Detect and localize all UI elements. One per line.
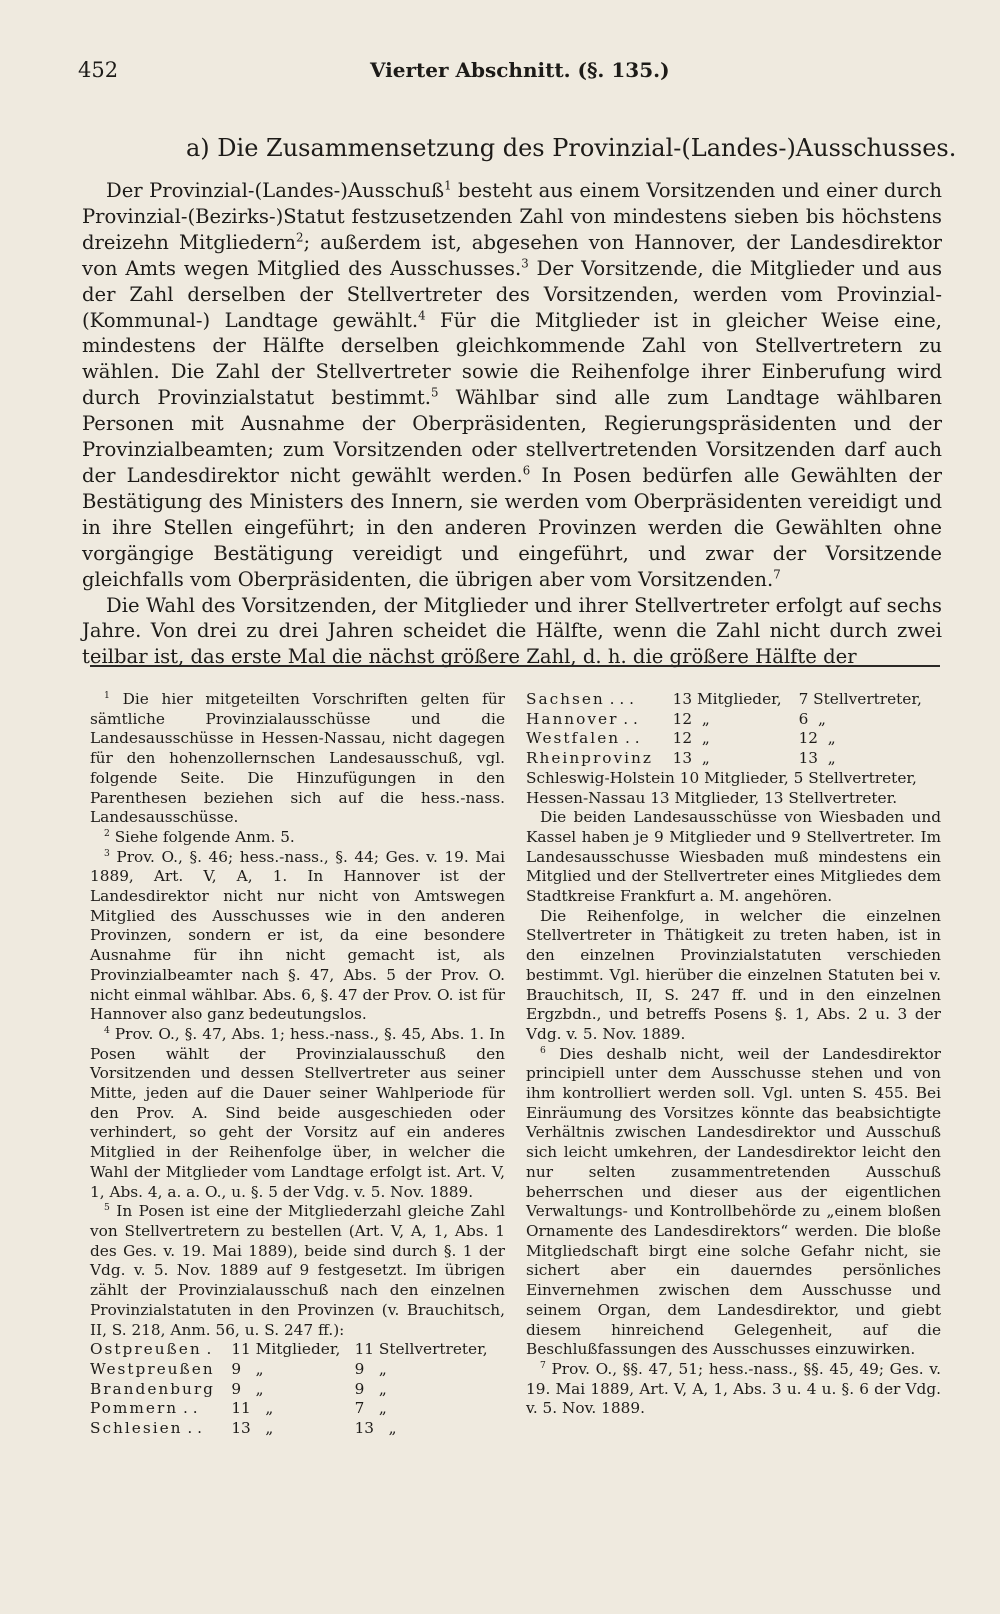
page-number: 452 [78,58,119,82]
footnote-ref[interactable]: 7 [773,567,781,582]
paragraph: Die Wahl des Vorsitzenden, der Mitglieder und ihrer Stellvertreter erfolgt auf sechs Jahre. Von drei zu drei Jahren scheidet die Hälfte, wenn die Zahl nicht durch zwei teilbar ist, das erste Mal die nächst größere Zahl, d. h. die größere Hälfte der [82,593,942,669]
table-line: Hessen-Nassau 13 Mitglieder, 13 Stellvertreter. [526,788,898,807]
footnote-ref[interactable]: 3 [521,256,529,271]
footnotes-left-column [90,690,505,1439]
table-row: Ostpreußen . 11 Mitglieder, 11 Stellvertreter, [90,1340,488,1359]
paragraph: Der Provinzial-(Landes-)Ausschuß$^1$ besteht aus einem Vorsitzenden und einer durch Provinzial-(Bezirks-)Statut festzusetzenden Zahl von mindestens sieben bis höchstens dreizehn Mitgliedern$^2$; außerdem ist, abgesehen von Hannover, der Landesdirektor von Amts wegen Mitglied des Ausschusses.$^3$ Der Vorsitzende, die Mitglieder und aus der Zahl derselben der Stellvertreter des Vorsitzenden, werden vom Provinzial-(Kommunal-) Landtage gewählt.$^4$ Für die Mitglieder ist in gleicher Weise eine, mindestens der Hälfte derselben gleichkommende Zahl von Stellvertretern zu wählen. Die Zahl der Stellvertreter sowie die Reihenfolge ihrer Einberufung wird durch Provinzialstatut bestimmt.$^5$ Wählbar sind alle zum Landtage wählbaren Personen mit Ausnahme der Oberpräsidenten, Regierungspräsidenten und der Provinzialbeamten; zum Vorsitzenden oder stellvertretenden Vorsitzenden darf auch der Landesdirektor nicht gewählt werden.$^6$ In Posen bedürfen alle Gewählten der Bestätigung des Ministers des Innern, sie werden vom Oberpräsidenten vereidigt und in ihre Stellen eingeführt; in den anderen Provinzen werden die Gewählten ohne vorgängige Bestätigung vereidigt und eingeführt, und zwar der Vorsitzende gleichfalls vom Oberpräsidenten, die übrigen aber vom Vorsitzenden.$^7$ [82,178,943,591]
table-row: Westpreußen 9 „ 9 „ [90,1359,387,1378]
table-row: Hannover . . 12 „ 6 „ [526,709,826,728]
footnote-ref[interactable]: 5 [431,385,439,400]
table-row: Sachsen . . . 13 Mitglieder, 7 Stellvertreter, [526,690,922,708]
main-text [82,178,942,670]
footnote: $^1$ Die hier mitgeteilten Vorschriften gelten für sämtliche Provinzialausschüsse und die Landesausschüsse in Hessen-Nassau, nicht dagegen für den hohenzollernschen Landesausschuß, vgl. folgende Seite. Die Hinzufügungen in den Parenthesen beziehen sich auf die hess.-nass. Landesausschüsse. [90,689,505,827]
footnote: $^6$ Dies deshalb nicht, weil der Landesdirektor principiell unter dem Ausschusse stehen und von ihm kontrolliert werden soll. Vgl. unten S. 455. Bei Einräumung des Vorsitzes könnte das beabsichtigte Verhältnis zwischen Landesdirektor und Ausschuß sich leicht umkehren, der Landesdirektor leicht den nur selten zusammentretenden Ausschuß beherrschen und dieser aus der eigentlichen Verwaltungs- und Kontrollbehörde zu „einem bloßen Ornamente des Landesdirektors“ werden. Die bloße Mitgliedschaft birgt eine solche Gefahr nicht, sie sichert aber ein dauerndes persönliches Einvernehmen zwischen dem Ausschusse und seinem Organ, dem Landesdirektor, und giebt diesem hinreichend Gelegenheit, auf die Beschlußfassungen des Ausschusses einzuwirken. [526,1044,941,1359]
footnote: $^5$ In Posen ist eine der Mitgliederzahl gleiche Zahl von Stellvertretern zu bestellen (Art. V, A, 1, Abs. 1 des Ges. v. 19. Mai 1889), beide sind durch §. 1 der Vdg. v. 5. Nov. 1889 auf 9 festgesetzt. Im übrigen zählt der Provinzialausschuß nach den einzelnen Provinzialstatuten in den Provinzen (v. Brauchitsch, II, S. 218, Anm. 56, u. S. 247 ff.): [90,1202,505,1339]
footnote-ref[interactable]: 1 [444,178,452,193]
footnote-ref[interactable]: 2 [296,230,304,245]
footnote: $^4$ Prov. O., §. 47, Abs. 1; hess.-nass., §. 45, Abs. 1. In Posen wählt der Provinzialausschuß den Vorsitzenden und dessen Stellvertreter aus seiner Mitte, jeden auf die Dauer seiner Wahlperiode für den Prov. A. Sind beide ausgeschieden oder verhindert, so geht der Vorsitz auf ein anderes Mitglied in der Reihenfolge über, in welcher die Wahl der Mitglieder vom Landtage erfolgt ist. Art. V, 1, Abs. 4, a. a. O., u. §. 5 der Vdg. v. 5. Nov. 1889. [90,1024,505,1201]
table-row: Brandenburg 9 „ 9 „ [90,1379,387,1398]
table-row: Westfalen . . 12 „ 12 „ [526,729,836,748]
footnote-continuation: Die beiden Landesausschüsse von Wiesbaden und Kassel haben je 9 Mitglieder und 9 Stellvertreter. Im Landesausschusse Wiesbaden muß mindestens ein Mitglied und der Stellvertreter eines Mitgliedes dem Stadtkreise Frankfurt a. M. angehören. [526,808,941,906]
footnote: $^7$ Prov. O., §§. 47, 51; hess.-nass., §§. 45, 49; Ges. v. 19. Mai 1889, Art. V, A, 1, Abs. 3 u. 4 u. §. 6 der Vdg. v. 5. Nov. 1889. [526,1359,941,1418]
running-title: Vierter Abschnitt. (§. 135.) [370,58,670,82]
table-row: Rheinprovinz 13 „ 13 „ [526,749,836,768]
table-line: Schleswig-Holstein 10 Mitglieder, 5 Stellvertreter, [526,768,917,787]
section-heading: a) Die Zusammensetzung des Provinzial-(Landes-)Ausschusses. [186,134,957,162]
footnote-ref[interactable]: 6 [522,463,531,478]
page-header [78,52,938,86]
footnote: $^2$ Siehe folgende Anm. 5. [104,827,295,846]
footnote: $^3$ Prov. O., §. 46; hess.-nass., §. 44; Ges. v. 19. Mai 1889, Art. V, A, 1. In Hannover ist der Landesdirektor nicht nur nicht von Amtswegen Mitglied des Ausschusses wie in den anderen Provinzen, sondern er ist, da eine besondere Ausnahme für ihn nicht gemacht ist, als Provinzialbeamter nach §. 47, Abs. 5 der Prov. O. nicht einmal wählbar. Abs. 6, §. 47 der Prov. O. ist für Hannover also ganz bedeutungslos. [90,847,505,1024]
table-row: Schlesien . . 13 „ 13 „ [90,1419,397,1438]
table-row: Pommern . . 11 „ 7 „ [90,1399,387,1418]
footnote-continuation: Die Reihenfolge, in welcher die einzelnen Stellvertreter in Thätigkeit zu treten haben, ist in den einzelnen Provinzialstatuten verschieden bestimmt. Vgl. hierüber die einzelnen Statuten bei v. Brauchitsch, II, S. 247 ff. und in den einzelnen Ergzbdn., und betreffs Posens §. 1, Abs. 2 u. 3 der Vdg. v. 5. Nov. 1889. [526,906,941,1043]
footnotes-right-column [526,690,941,1419]
province-table-right [526,690,941,769]
footnote-ref[interactable]: 4 [418,308,426,322]
province-table-left [90,1340,505,1439]
footnote-divider [90,665,940,667]
